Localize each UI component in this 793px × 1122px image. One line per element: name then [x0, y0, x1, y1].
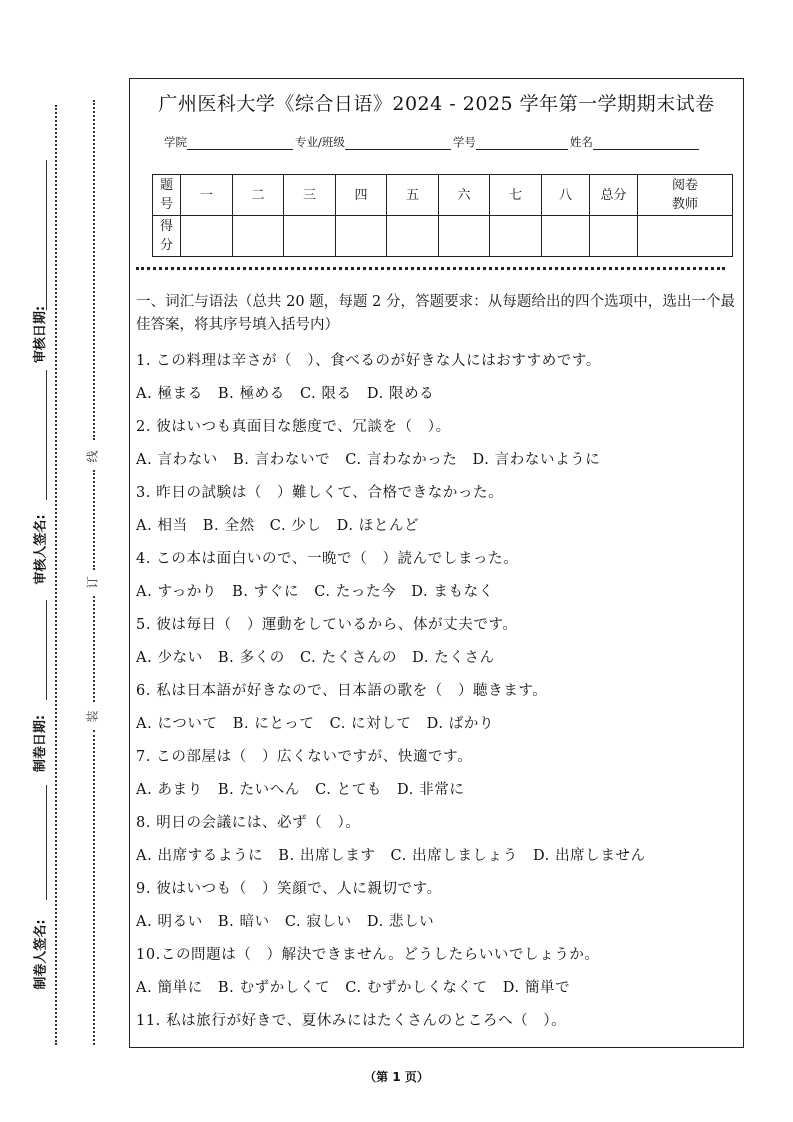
student-info-row [164, 134, 701, 150]
section-vocab-grammar [136, 291, 735, 1038]
score-col-7: 七 [490, 175, 542, 216]
binding-char-xian: 线 [85, 450, 100, 463]
dotted-separator [136, 267, 725, 270]
reviewer-sign-line [46, 370, 47, 500]
options-3: A. 相当 B. 全然 C. 少し D. ほとんど [136, 518, 420, 534]
options-8: A. 出席するように B. 出席します C. 出席しましょう D. 出席しません [136, 848, 646, 864]
options-9: A. 明るい B. 暗い C. 寂しい D. 悲しい [136, 914, 435, 930]
maker-sign-line [46, 785, 47, 900]
binding-dotted-line-top [93, 100, 95, 440]
options-5: A. 少ない B. 多くの C. たくさんの D. たくさん [136, 650, 495, 666]
options-10: A. 簡単に B. むずかしくて C. むずかしくなくて D. 簡単で [136, 980, 571, 996]
score-col-total: 总分 [590, 175, 638, 216]
question-1: 1. この料理は辛さが（ ）、食べるのが好きな人にはおすすめです。 [136, 353, 601, 369]
score-col-6: 六 [439, 175, 490, 216]
question-8: 8. 明日の会議には、必ず（ ）。 [136, 815, 361, 831]
college-label: 学院 [164, 135, 187, 149]
name-field[interactable] [593, 137, 699, 150]
college-field[interactable] [187, 137, 293, 150]
major-class-label: 专业/班级 [295, 135, 345, 149]
review-date-label: 审核日期: [33, 305, 49, 364]
score-row-header: 得 分 [153, 216, 181, 257]
score-col-4: 四 [336, 175, 387, 216]
score-table-header-row [153, 175, 733, 216]
options-6: A. について B. にとって C. に対して D. ばかり [136, 716, 495, 732]
outer-dotted-line [55, 105, 57, 1045]
page-number: （第 1 页） [364, 1070, 429, 1084]
score-cell-grader[interactable] [638, 216, 733, 257]
student-id-label: 学号 [452, 135, 476, 149]
score-col-5: 五 [387, 175, 439, 216]
options-1: A. 極まる B. 極める C. 限る D. 限める [136, 386, 435, 402]
question-number-header: 题 号 [153, 175, 181, 216]
question-5: 5. 彼は毎日（ ）運動をしているから、体が丈夫です。 [136, 617, 518, 633]
options-4: A. すっかり B. すぐに C. たった今 D. まもなく [136, 584, 494, 600]
binding-dotted-line-low [93, 596, 95, 702]
score-cell-2[interactable] [233, 216, 284, 257]
binding-char-zhuang: 装 [85, 710, 100, 723]
question-6: 6. 私は日本語が好きなので、日本語の歌を（ ）聴きます。 [136, 683, 548, 699]
reviewer-sign-label: 审核人签名: [33, 514, 49, 585]
major-class-field[interactable] [345, 137, 451, 150]
score-col-2: 二 [233, 175, 284, 216]
options-2: A. 言わない B. 言わないで C. 言わなかった D. 言わないように [136, 452, 601, 468]
score-cell-1[interactable] [181, 216, 233, 257]
name-label: 姓名 [569, 135, 593, 149]
question-4: 4. この本は面白いので、一晩で（ ）読んでしまった。 [136, 551, 519, 567]
binding-dotted-line-bottom [93, 730, 95, 1045]
score-cell-total[interactable] [590, 216, 638, 257]
score-col-3: 三 [284, 175, 336, 216]
maker-sign-label: 制卷人签名: [33, 919, 49, 990]
question-9: 9. 彼はいつも（ ）笑顔で、人に親切です。 [136, 881, 442, 897]
question-11: 11. 私は旅行が好きで、夏休みにはたくさんのところへ（ ）。 [136, 1013, 567, 1029]
score-table-score-row [153, 216, 733, 257]
score-cell-3[interactable] [284, 216, 336, 257]
score-col-grader: 阅卷 教师 [638, 175, 733, 216]
binding-char-ding: 订 [85, 576, 100, 589]
score-cell-4[interactable] [336, 216, 387, 257]
review-date-line [46, 160, 47, 310]
binding-dotted-line-mid [93, 470, 95, 570]
student-id-field[interactable] [476, 137, 568, 150]
score-col-8: 八 [542, 175, 590, 216]
score-cell-6[interactable] [439, 216, 490, 257]
make-date-line [46, 600, 47, 700]
make-date-label: 制卷日期: [33, 714, 49, 773]
question-3: 3. 昨日の試験は（ ）難しくて、合格できなかった。 [136, 485, 504, 501]
options-7: A. あまり B. たいへん C. とても D. 非常に [136, 782, 465, 798]
question-7: 7. この部屋は（ ）広くないですが、快適です。 [136, 749, 473, 765]
question-10: 10.この問題は（ ）解決できません。どうしたらいいでしょうか。 [136, 947, 600, 963]
exam-title: 广州医科大学《综合日语》2024 - 2025 学年第一学期期末试卷 [158, 93, 715, 115]
score-col-1: 一 [181, 175, 233, 216]
score-cell-7[interactable] [490, 216, 542, 257]
score-table [152, 174, 733, 257]
score-cell-8[interactable] [542, 216, 590, 257]
section-heading: 一、词汇与语法（总共 20 题，每题 2 分，答题要求：从每题给出的四个选项中，选出一个最佳答案，将其序号填入括号内） [136, 294, 735, 333]
exam-frame [129, 78, 744, 1048]
question-2: 2. 彼はいつも真面目な態度で、冗談を（ ）。 [136, 419, 451, 435]
score-cell-5[interactable] [387, 216, 439, 257]
